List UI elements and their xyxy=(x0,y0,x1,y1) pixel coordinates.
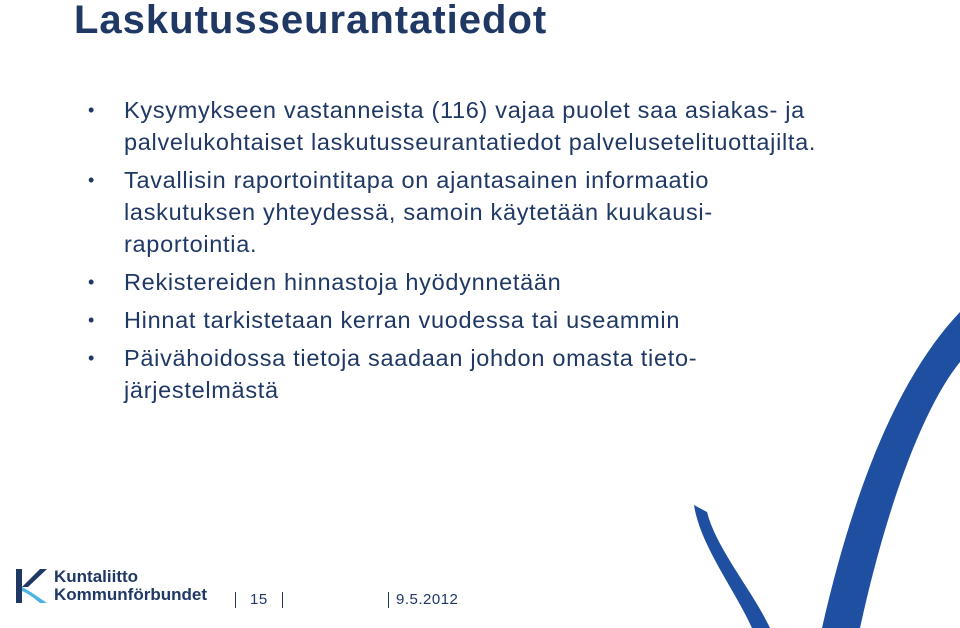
swoosh-stroke-right xyxy=(822,312,960,628)
bullet-text: Rekistereiden hinnastoja hyödynnetään xyxy=(124,269,562,295)
bullet-text: Päivähoidossa tietoja saadaan johdon omasta tieto-järjestelmästä xyxy=(124,345,698,403)
swoosh-stroke-left xyxy=(694,505,770,628)
footer-separator xyxy=(388,592,389,608)
page-number: 15 xyxy=(250,591,268,608)
bullet-dot: • xyxy=(88,170,96,190)
footer-separator xyxy=(235,592,236,608)
bullet-dot: • xyxy=(88,348,96,368)
bullet-text: Hinnat tarkistetaan kerran vuodessa tai useammin xyxy=(124,307,681,333)
bullet-text: Tavallisin raportointitapa on ajantasainen informaatio laskutuksen yhteydessä, samoin käytetään kuukausi-raportointia. xyxy=(124,167,713,257)
slide-title: Laskutusseurantatiedot xyxy=(74,0,548,42)
bullet-text: Kysymykseen vastanneista (116) vajaa puolet saa asiakas- ja palvelukohtaiset laskutusseurantatiedot palvelusetelituottajilta. xyxy=(124,97,817,155)
logo xyxy=(14,567,207,605)
bullet-dot: • xyxy=(88,310,96,330)
logo-line-2: Kommunförbundet xyxy=(54,585,207,604)
kuntaliitto-logo-icon xyxy=(14,567,48,605)
bullet-dot: • xyxy=(88,100,96,120)
footer-date: 9.5.2012 xyxy=(396,591,459,608)
logo-line-1: Kuntaliitto xyxy=(54,567,139,586)
footer-separator xyxy=(282,592,283,608)
bullet-dot: • xyxy=(88,272,96,292)
